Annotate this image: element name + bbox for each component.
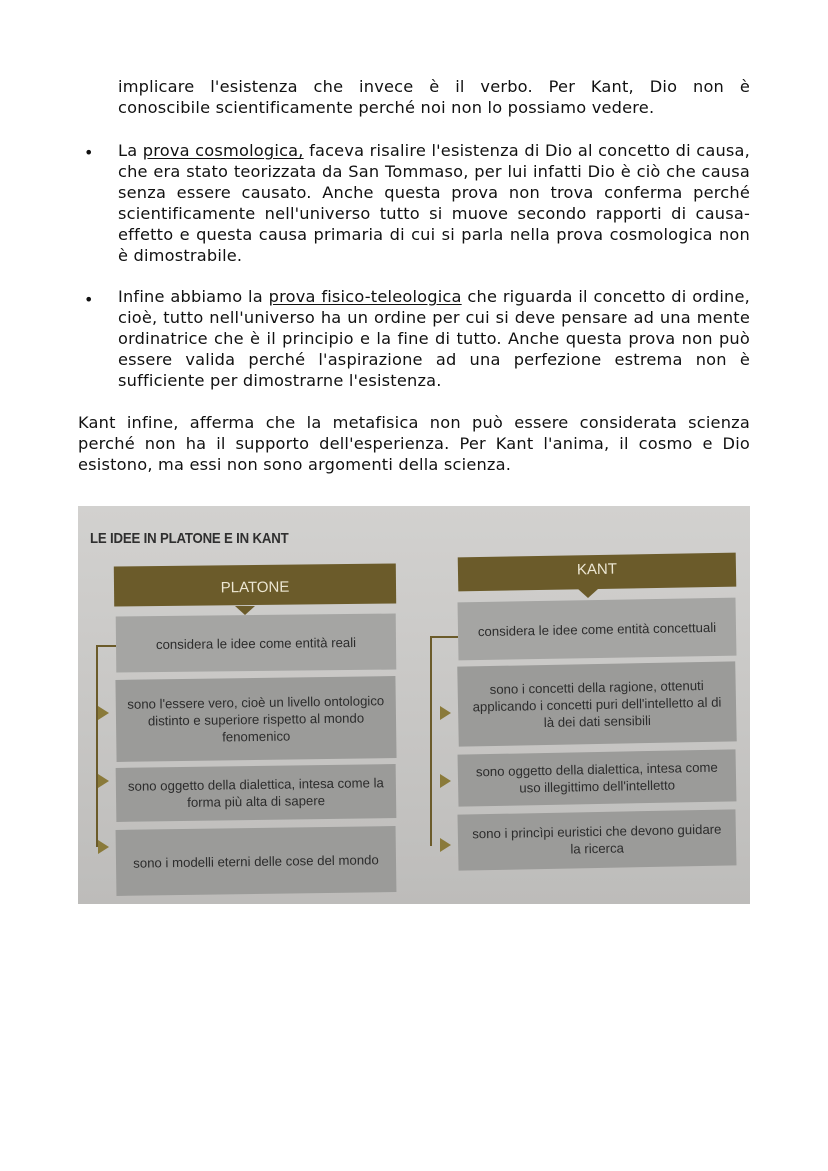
kant-main-box: considera le idee come entità concettuali bbox=[458, 598, 737, 661]
platone-item-box: sono oggetto della dialettica, intesa come la forma più alta di sapere bbox=[116, 764, 397, 822]
kant-header-pointer bbox=[578, 589, 598, 598]
platone-arrow-icon bbox=[98, 840, 109, 854]
platone-arrow-icon bbox=[98, 706, 109, 720]
paragraph-line: conoscibile scientificamente perché noi non lo possiamo vedere. bbox=[118, 98, 655, 117]
kant-item-box: sono oggetto della dialettica, intesa come uso illegittimo dell'intelletto bbox=[458, 749, 737, 806]
platone-item-box: sono l'essere vero, cioè un livello ontologico distinto e superiore rispetto al mondo fenomenico bbox=[115, 676, 396, 762]
platone-header-pointer bbox=[235, 606, 255, 615]
bullet-dot: • bbox=[84, 290, 94, 309]
paragraph-line: implicare l'esistenza che invece è il verbo. Per Kant, Dio non è bbox=[118, 77, 750, 96]
bullet-cosmological-proof bbox=[118, 140, 750, 266]
platone-item-box: sono i modelli eterni delle cose del mondo bbox=[116, 826, 397, 896]
kant-arrow-icon bbox=[440, 774, 451, 788]
bullet-text-body: che riguarda il concetto di ordine, cioè, tutto nell'universo ha un ordine per cui si deve pensare ad una mente ordinatrice che è il principio e la fine di tutto. Anche questa prova non può essere valida perché l'aspirazione ad una perfezione estrema non è sufficiente per dimostrarne l'esistenza. bbox=[118, 287, 751, 390]
schema-title: LE IDEE IN PLATONE E IN KANT bbox=[90, 530, 289, 547]
kant-header bbox=[458, 553, 737, 592]
platone-header-label: PLATONE bbox=[220, 578, 290, 597]
platone-kant-schema-photo bbox=[78, 506, 750, 904]
kant-connector-vertical bbox=[430, 636, 432, 846]
platone-header bbox=[114, 564, 396, 607]
bullet-text-prefix: Infine abbiamo la bbox=[118, 287, 269, 306]
platone-main-box: considera le idee come entità reali bbox=[116, 614, 397, 673]
kant-connector-top bbox=[430, 636, 458, 638]
teleological-proof-term: prova fisico-teleologica bbox=[268, 287, 462, 306]
kant-arrow-icon bbox=[440, 838, 451, 852]
cosmological-proof-term: prova cosmologica, bbox=[142, 141, 304, 160]
platone-arrow-icon bbox=[98, 774, 109, 788]
platone-connector-top bbox=[96, 645, 116, 647]
bullet-teleological-proof bbox=[118, 286, 750, 391]
bullet-text-prefix: La bbox=[118, 141, 143, 160]
bullet-dot: • bbox=[84, 143, 94, 162]
kant-arrow-icon bbox=[440, 706, 451, 720]
platone-connector-vertical bbox=[96, 645, 98, 847]
kant-header-label: KANT bbox=[576, 560, 618, 579]
paragraph-continuation bbox=[118, 76, 750, 118]
kant-item-box: sono i princìpi euristici che devono guidare la ricerca bbox=[457, 809, 736, 870]
conclusion-paragraph: Kant infine, afferma che la metafisica non può essere considerata scienza perché non ha il supporto dell'esperienza. Per Kant l'anima, il cosmo e Dio esistono, ma essi non sono argomenti della scienza. bbox=[78, 413, 750, 474]
bullet-text-body: faceva risalire l'esistenza di Dio al concetto di causa, che era stato teorizzata da San Tommaso, per lui infatti Dio è ciò che causa senza essere causato. Anche questa prova non trova conferma perché scientificamente nell'universo tutto si muove secondo rapporti di causa-effetto e questa causa primaria di cui si parla nella prova cosmologica non è dimostrabile. bbox=[118, 141, 751, 265]
kant-item-box: sono i concetti della ragione, ottenuti applicando i concetti puri dell'intelletto al di là dei dati sensibili bbox=[457, 661, 736, 746]
